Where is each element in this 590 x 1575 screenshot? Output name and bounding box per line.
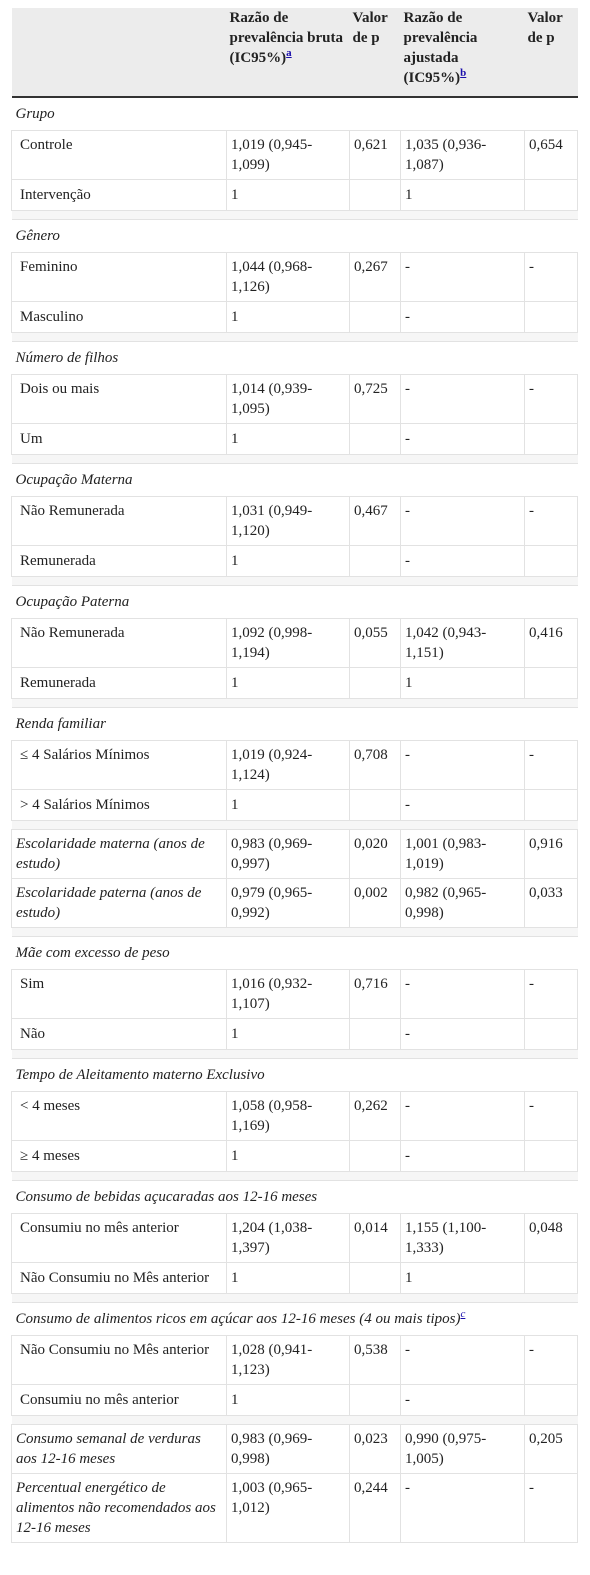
spacer-cell — [401, 211, 525, 220]
header-p-value-2: Valor de p — [525, 8, 578, 97]
p-value-adjusted-cell — [525, 302, 578, 333]
adjusted-ratio-cell: 1,001 (0,983-1,019) — [401, 830, 525, 879]
spacer-cell — [525, 821, 578, 830]
group-title-text: Número de filhos — [15, 350, 119, 366]
adjusted-ratio-cell: 0,990 (0,975-1,005) — [401, 1425, 525, 1474]
p-value-adjusted-cell — [525, 546, 578, 577]
table-row — [12, 424, 578, 455]
p-value-cell: 0,055 — [350, 619, 401, 668]
spacer-cell — [12, 1172, 227, 1181]
spacer-row — [12, 1172, 578, 1181]
spacer-cell — [525, 1050, 578, 1059]
spacer-row — [12, 333, 578, 342]
table-row — [12, 180, 578, 211]
p-value-cell — [350, 1141, 401, 1172]
p-value-adjusted-cell: 0,916 — [525, 830, 578, 879]
table-row — [12, 1336, 578, 1385]
p-value-cell — [350, 180, 401, 211]
spacer-cell — [525, 455, 578, 464]
row-label: Percentual energético de alimentos não recomendados aos 12-16 meses — [12, 1474, 227, 1543]
table-row — [12, 253, 578, 302]
spacer-cell — [350, 1294, 401, 1303]
crude-ratio-cell: 0,983 (0,969-0,997) — [227, 830, 350, 879]
p-value-adjusted-cell: 0,416 — [525, 619, 578, 668]
row-label: Escolaridade materna (anos de estudo) — [12, 830, 227, 879]
adjusted-ratio-cell: - — [401, 302, 525, 333]
group-title-text: Consumo de bebidas açucaradas aos 12-16 meses — [15, 1189, 318, 1205]
table-row — [12, 375, 578, 424]
p-value-cell: 0,262 — [350, 1092, 401, 1141]
spacer-cell — [350, 1172, 401, 1181]
spacer-cell — [525, 577, 578, 586]
spacer-cell — [227, 928, 350, 937]
table-row — [12, 497, 578, 546]
spacer-row — [12, 577, 578, 586]
p-value-cell: 0,708 — [350, 741, 401, 790]
crude-ratio-cell: 1 — [227, 180, 350, 211]
group-title — [12, 937, 578, 970]
row-label: Intervenção — [12, 180, 227, 211]
group-title-text: Renda familiar — [15, 716, 106, 732]
table-row — [12, 668, 578, 699]
spacer-cell — [525, 211, 578, 220]
p-value-cell: 0,267 — [350, 253, 401, 302]
spacer-cell — [350, 333, 401, 342]
spacer-cell — [227, 455, 350, 464]
spacer-cell — [525, 699, 578, 708]
p-value-adjusted-cell: - — [525, 1092, 578, 1141]
p-value-cell: 0,467 — [350, 497, 401, 546]
spacer-cell — [350, 1416, 401, 1425]
crude-ratio-cell: 1 — [227, 424, 350, 455]
adjusted-ratio-cell: - — [401, 970, 525, 1019]
row-label: Não Consumiu no Mês anterior — [12, 1263, 227, 1294]
p-value-adjusted-cell: 0,205 — [525, 1425, 578, 1474]
spacer-cell — [227, 1050, 350, 1059]
group-header-row — [12, 1303, 578, 1336]
spacer-cell — [350, 211, 401, 220]
spacer-cell — [12, 928, 227, 937]
group-title-text: Mãe com excesso de peso — [15, 945, 170, 961]
p-value-adjusted-cell — [525, 180, 578, 211]
crude-ratio-cell: 1,031 (0,949-1,120) — [227, 497, 350, 546]
p-value-adjusted-cell: - — [525, 1336, 578, 1385]
crude-ratio-cell: 1,058 (0,958-1,169) — [227, 1092, 350, 1141]
crude-ratio-cell: 1,016 (0,932-1,107) — [227, 970, 350, 1019]
row-label: Feminino — [12, 253, 227, 302]
spacer-cell — [401, 333, 525, 342]
adjusted-ratio-cell: 1,155 (1,100-1,333) — [401, 1214, 525, 1263]
p-value-cell — [350, 1385, 401, 1416]
spacer-cell — [525, 1294, 578, 1303]
table-row — [12, 741, 578, 790]
spacer-cell — [525, 1416, 578, 1425]
p-value-adjusted-cell: - — [525, 375, 578, 424]
p-value-cell — [350, 1263, 401, 1294]
spacer-row — [12, 1294, 578, 1303]
p-value-cell — [350, 668, 401, 699]
table-row — [12, 1425, 578, 1474]
p-value-adjusted-cell: 0,033 — [525, 879, 578, 928]
row-label: Não Remunerada — [12, 497, 227, 546]
group-title — [12, 220, 578, 253]
adjusted-ratio-cell: - — [401, 1385, 525, 1416]
adjusted-ratio-cell: - — [401, 424, 525, 455]
p-value-adjusted-cell — [525, 668, 578, 699]
spacer-cell — [401, 1050, 525, 1059]
spacer-cell — [227, 211, 350, 220]
spacer-row — [12, 928, 578, 937]
group-title-text: Gênero — [15, 228, 60, 244]
table-row — [12, 131, 578, 180]
row-label: > 4 Salários Mínimos — [12, 790, 227, 821]
group-title-text: Consumo de alimentos ricos em açúcar aos 12-16 meses (4 ou mais tipos) — [15, 1311, 461, 1327]
crude-ratio-cell: 1 — [227, 1263, 350, 1294]
footnote-link-c[interactable]: c — [460, 1308, 466, 1320]
p-value-cell: 0,023 — [350, 1425, 401, 1474]
table-row — [12, 1092, 578, 1141]
crude-ratio-cell: 1,044 (0,968-1,126) — [227, 253, 350, 302]
crude-ratio-cell: 1,019 (0,924-1,124) — [227, 741, 350, 790]
header-adjusted-ratio — [401, 8, 525, 97]
group-title — [12, 586, 578, 619]
row-label: Sim — [12, 970, 227, 1019]
adjusted-ratio-cell: 1 — [401, 668, 525, 699]
spacer-cell — [401, 1172, 525, 1181]
row-label: Um — [12, 424, 227, 455]
row-label: < 4 meses — [12, 1092, 227, 1141]
spacer-cell — [12, 1050, 227, 1059]
group-title — [12, 1059, 578, 1092]
p-value-cell: 0,244 — [350, 1474, 401, 1543]
table-row — [12, 790, 578, 821]
spacer-cell — [401, 455, 525, 464]
p-value-cell: 0,716 — [350, 970, 401, 1019]
footnote-link-a[interactable]: a — [286, 47, 292, 59]
p-value-cell — [350, 790, 401, 821]
table-row — [12, 970, 578, 1019]
group-header-row — [12, 464, 578, 497]
header-p-value-1: Valor de p — [350, 8, 401, 97]
footnote-link-b[interactable]: b — [460, 67, 467, 79]
row-label: Consumo semanal de verduras aos 12-16 meses — [12, 1425, 227, 1474]
table-row — [12, 830, 578, 879]
crude-ratio-cell: 1 — [227, 668, 350, 699]
spacer-cell — [12, 455, 227, 464]
adjusted-ratio-cell: - — [401, 546, 525, 577]
crude-ratio-cell: 1,028 (0,941-1,123) — [227, 1336, 350, 1385]
spacer-cell — [12, 1294, 227, 1303]
row-label: Dois ou mais — [12, 375, 227, 424]
spacer-cell — [350, 821, 401, 830]
adjusted-ratio-cell: - — [401, 497, 525, 546]
p-value-cell: 0,014 — [350, 1214, 401, 1263]
spacer-cell — [12, 699, 227, 708]
adjusted-ratio-cell: - — [401, 375, 525, 424]
crude-ratio-cell: 1,014 (0,939-1,095) — [227, 375, 350, 424]
adjusted-ratio-cell: 1,042 (0,943-1,151) — [401, 619, 525, 668]
group-header-row — [12, 1059, 578, 1092]
table-body — [12, 97, 578, 1543]
table-row — [12, 879, 578, 928]
table-row — [12, 1474, 578, 1543]
results-table — [11, 8, 578, 1543]
crude-ratio-cell: 1 — [227, 1141, 350, 1172]
spacer-cell — [401, 1294, 525, 1303]
spacer-cell — [227, 577, 350, 586]
p-value-adjusted-cell: - — [525, 253, 578, 302]
group-header-row — [12, 97, 578, 131]
adjusted-ratio-cell: 1 — [401, 1263, 525, 1294]
spacer-cell — [227, 1416, 350, 1425]
row-label: Não Remunerada — [12, 619, 227, 668]
row-label: Não Consumiu no Mês anterior — [12, 1336, 227, 1385]
row-label: Consumiu no mês anterior — [12, 1214, 227, 1263]
adjusted-ratio-cell: - — [401, 253, 525, 302]
p-value-adjusted-cell: - — [525, 1474, 578, 1543]
spacer-cell — [401, 577, 525, 586]
spacer-cell — [401, 1416, 525, 1425]
header-crude-ratio-label: Razão de prevalência bruta (IC95%) — [229, 10, 343, 66]
spacer-row — [12, 211, 578, 220]
p-value-cell: 0,621 — [350, 131, 401, 180]
group-title-text: Ocupação Paterna — [15, 594, 130, 610]
spacer-row — [12, 1050, 578, 1059]
crude-ratio-cell: 1 — [227, 1019, 350, 1050]
p-value-adjusted-cell — [525, 790, 578, 821]
spacer-cell — [12, 1416, 227, 1425]
table-row — [12, 619, 578, 668]
adjusted-ratio-cell: - — [401, 1141, 525, 1172]
adjusted-ratio-cell: - — [401, 1019, 525, 1050]
spacer-row — [12, 699, 578, 708]
spacer-cell — [525, 1172, 578, 1181]
spacer-cell — [525, 928, 578, 937]
group-title — [12, 464, 578, 497]
row-label: Remunerada — [12, 546, 227, 577]
spacer-cell — [227, 699, 350, 708]
spacer-row — [12, 821, 578, 830]
crude-ratio-cell: 1 — [227, 790, 350, 821]
spacer-cell — [227, 821, 350, 830]
group-title-text: Ocupação Materna — [15, 472, 133, 488]
spacer-cell — [12, 821, 227, 830]
group-title — [12, 342, 578, 375]
p-value-cell — [350, 1019, 401, 1050]
table-row — [12, 302, 578, 333]
crude-ratio-cell: 1,019 (0,945-1,099) — [227, 131, 350, 180]
p-value-adjusted-cell: - — [525, 497, 578, 546]
row-label: Escolaridade paterna (anos de estudo) — [12, 879, 227, 928]
p-value-cell: 0,725 — [350, 375, 401, 424]
spacer-cell — [227, 1294, 350, 1303]
crude-ratio-cell: 0,979 (0,965-0,992) — [227, 879, 350, 928]
adjusted-ratio-cell: - — [401, 1092, 525, 1141]
spacer-cell — [350, 1050, 401, 1059]
table-row — [12, 1385, 578, 1416]
p-value-cell — [350, 546, 401, 577]
header-adjusted-ratio-label: Razão de prevalência ajustada (IC95%) — [403, 10, 478, 86]
row-label: Remunerada — [12, 668, 227, 699]
p-value-cell — [350, 424, 401, 455]
crude-ratio-cell: 0,983 (0,969-0,998) — [227, 1425, 350, 1474]
p-value-adjusted-cell: - — [525, 970, 578, 1019]
adjusted-ratio-cell: 1,035 (0,936-1,087) — [401, 131, 525, 180]
p-value-adjusted-cell: - — [525, 741, 578, 790]
spacer-row — [12, 455, 578, 464]
row-label: Controle — [12, 131, 227, 180]
spacer-cell — [12, 211, 227, 220]
p-value-adjusted-cell: 0,048 — [525, 1214, 578, 1263]
spacer-cell — [401, 928, 525, 937]
table-row — [12, 1263, 578, 1294]
spacer-cell — [350, 577, 401, 586]
p-value-adjusted-cell — [525, 1019, 578, 1050]
table-row — [12, 1141, 578, 1172]
p-value-cell: 0,538 — [350, 1336, 401, 1385]
adjusted-ratio-cell: - — [401, 790, 525, 821]
p-value-adjusted-cell — [525, 1141, 578, 1172]
table-header — [12, 8, 578, 97]
p-value-adjusted-cell — [525, 1263, 578, 1294]
group-title-text: Grupo — [15, 106, 55, 122]
group-header-row — [12, 342, 578, 375]
group-title-text: Tempo de Aleitamento materno Exclusivo — [15, 1067, 265, 1083]
group-header-row — [12, 1181, 578, 1214]
spacer-cell — [350, 928, 401, 937]
row-label: ≥ 4 meses — [12, 1141, 227, 1172]
adjusted-ratio-cell: - — [401, 741, 525, 790]
spacer-cell — [227, 1172, 350, 1181]
table-row — [12, 1214, 578, 1263]
spacer-cell — [525, 333, 578, 342]
spacer-cell — [227, 333, 350, 342]
p-value-cell: 0,020 — [350, 830, 401, 879]
row-label: Não — [12, 1019, 227, 1050]
crude-ratio-cell: 1 — [227, 1385, 350, 1416]
p-value-adjusted-cell: 0,654 — [525, 131, 578, 180]
p-value-cell: 0,002 — [350, 879, 401, 928]
spacer-cell — [12, 333, 227, 342]
p-value-cell — [350, 302, 401, 333]
table-row — [12, 546, 578, 577]
group-title — [12, 1303, 578, 1336]
spacer-cell — [401, 699, 525, 708]
group-title — [12, 1181, 578, 1214]
row-label: Consumiu no mês anterior — [12, 1385, 227, 1416]
group-header-row — [12, 220, 578, 253]
adjusted-ratio-cell: - — [401, 1474, 525, 1543]
spacer-cell — [350, 699, 401, 708]
spacer-cell — [12, 577, 227, 586]
crude-ratio-cell: 1,092 (0,998-1,194) — [227, 619, 350, 668]
spacer-row — [12, 1416, 578, 1425]
group-header-row — [12, 586, 578, 619]
adjusted-ratio-cell: 0,982 (0,965-0,998) — [401, 879, 525, 928]
group-title — [12, 97, 578, 131]
crude-ratio-cell: 1 — [227, 302, 350, 333]
row-label: ≤ 4 Salários Mínimos — [12, 741, 227, 790]
adjusted-ratio-cell: 1 — [401, 180, 525, 211]
crude-ratio-cell: 1 — [227, 546, 350, 577]
table-row — [12, 1019, 578, 1050]
adjusted-ratio-cell: - — [401, 1336, 525, 1385]
group-header-row — [12, 708, 578, 741]
crude-ratio-cell: 1,204 (1,038-1,397) — [227, 1214, 350, 1263]
header-blank — [12, 8, 227, 97]
spacer-cell — [350, 455, 401, 464]
group-header-row — [12, 937, 578, 970]
group-title — [12, 708, 578, 741]
p-value-adjusted-cell — [525, 1385, 578, 1416]
row-label: Masculino — [12, 302, 227, 333]
header-crude-ratio — [227, 8, 350, 97]
crude-ratio-cell: 1,003 (0,965-1,012) — [227, 1474, 350, 1543]
spacer-cell — [401, 821, 525, 830]
p-value-adjusted-cell — [525, 424, 578, 455]
